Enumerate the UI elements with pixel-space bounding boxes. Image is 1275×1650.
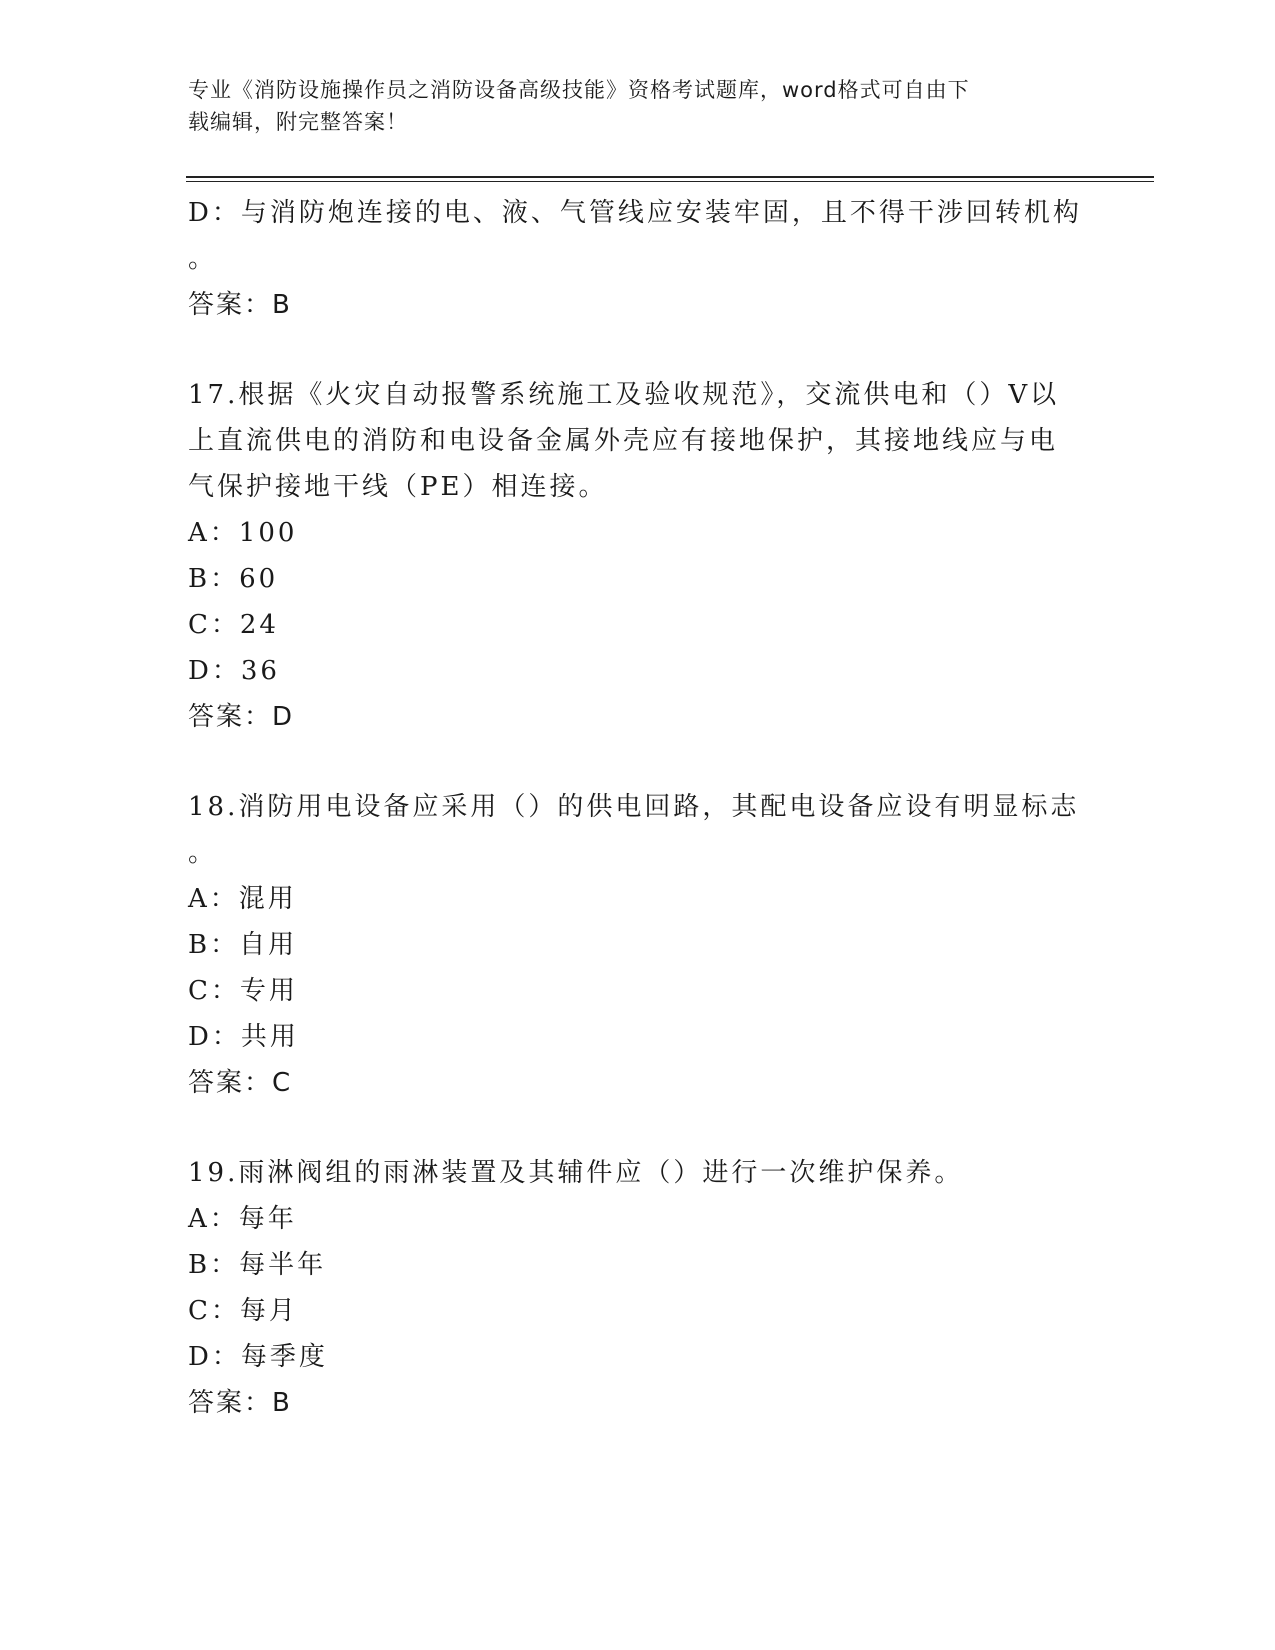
question-18 [188, 784, 1088, 1106]
question-stem-line: 气保护接地干线（PE）相连接。 [188, 472, 608, 502]
option-a: A：100 [188, 518, 298, 548]
option-a: A：每年 [188, 1204, 297, 1234]
option-c: C：专用 [188, 976, 298, 1006]
option-d: D：共用 [188, 1022, 299, 1052]
option-c: C：每月 [188, 1296, 298, 1326]
header-divider-thin [186, 181, 1154, 182]
option-c: C：24 [188, 610, 279, 640]
question-stem-line: 19.雨淋阀组的雨淋装置及其辅件应（）进行一次维护保养。 [188, 1158, 964, 1188]
answer: 答案：C [188, 1068, 293, 1098]
option-d-continued: 。 [188, 244, 218, 274]
option-b: B：自用 [188, 930, 298, 960]
option-d: D：与消防炮连接的电、液、气管线应安装牢固，且不得干涉回转机构 [188, 198, 1082, 228]
question-stem-line: 。 [188, 838, 218, 868]
header-line-2: 载编辑，附完整答案！ [188, 110, 408, 134]
header-line-1: 专业《消防设施操作员之消防设备高级技能》资格考试题库，word格式可自由下 [188, 78, 970, 102]
answer: 答案：B [188, 1388, 292, 1418]
option-d: D：36 [188, 656, 280, 686]
answer: 答案：B [188, 290, 292, 320]
document-header [188, 74, 1088, 138]
option-a: A：混用 [188, 884, 297, 914]
option-b: B：每半年 [188, 1250, 327, 1280]
question-stem-line: 17.根据《火灾自动报警系统施工及验收规范》，交流供电和（）V以 [188, 380, 1060, 410]
header-divider-thick [186, 176, 1154, 178]
question-19 [188, 1150, 1088, 1426]
question-17 [188, 372, 1088, 740]
question-list [188, 190, 1088, 1426]
option-d: D：每季度 [188, 1342, 328, 1372]
question-stem-line: 18.消防用电设备应采用（）的供电回路，其配电设备应设有明显标志 [188, 792, 1080, 822]
previous-question-tail [188, 190, 1088, 328]
question-stem-line: 上直流供电的消防和电设备金属外壳应有接地保护，其接地线应与电 [188, 426, 1059, 456]
answer: 答案：D [188, 702, 295, 732]
option-b: B：60 [188, 564, 279, 594]
